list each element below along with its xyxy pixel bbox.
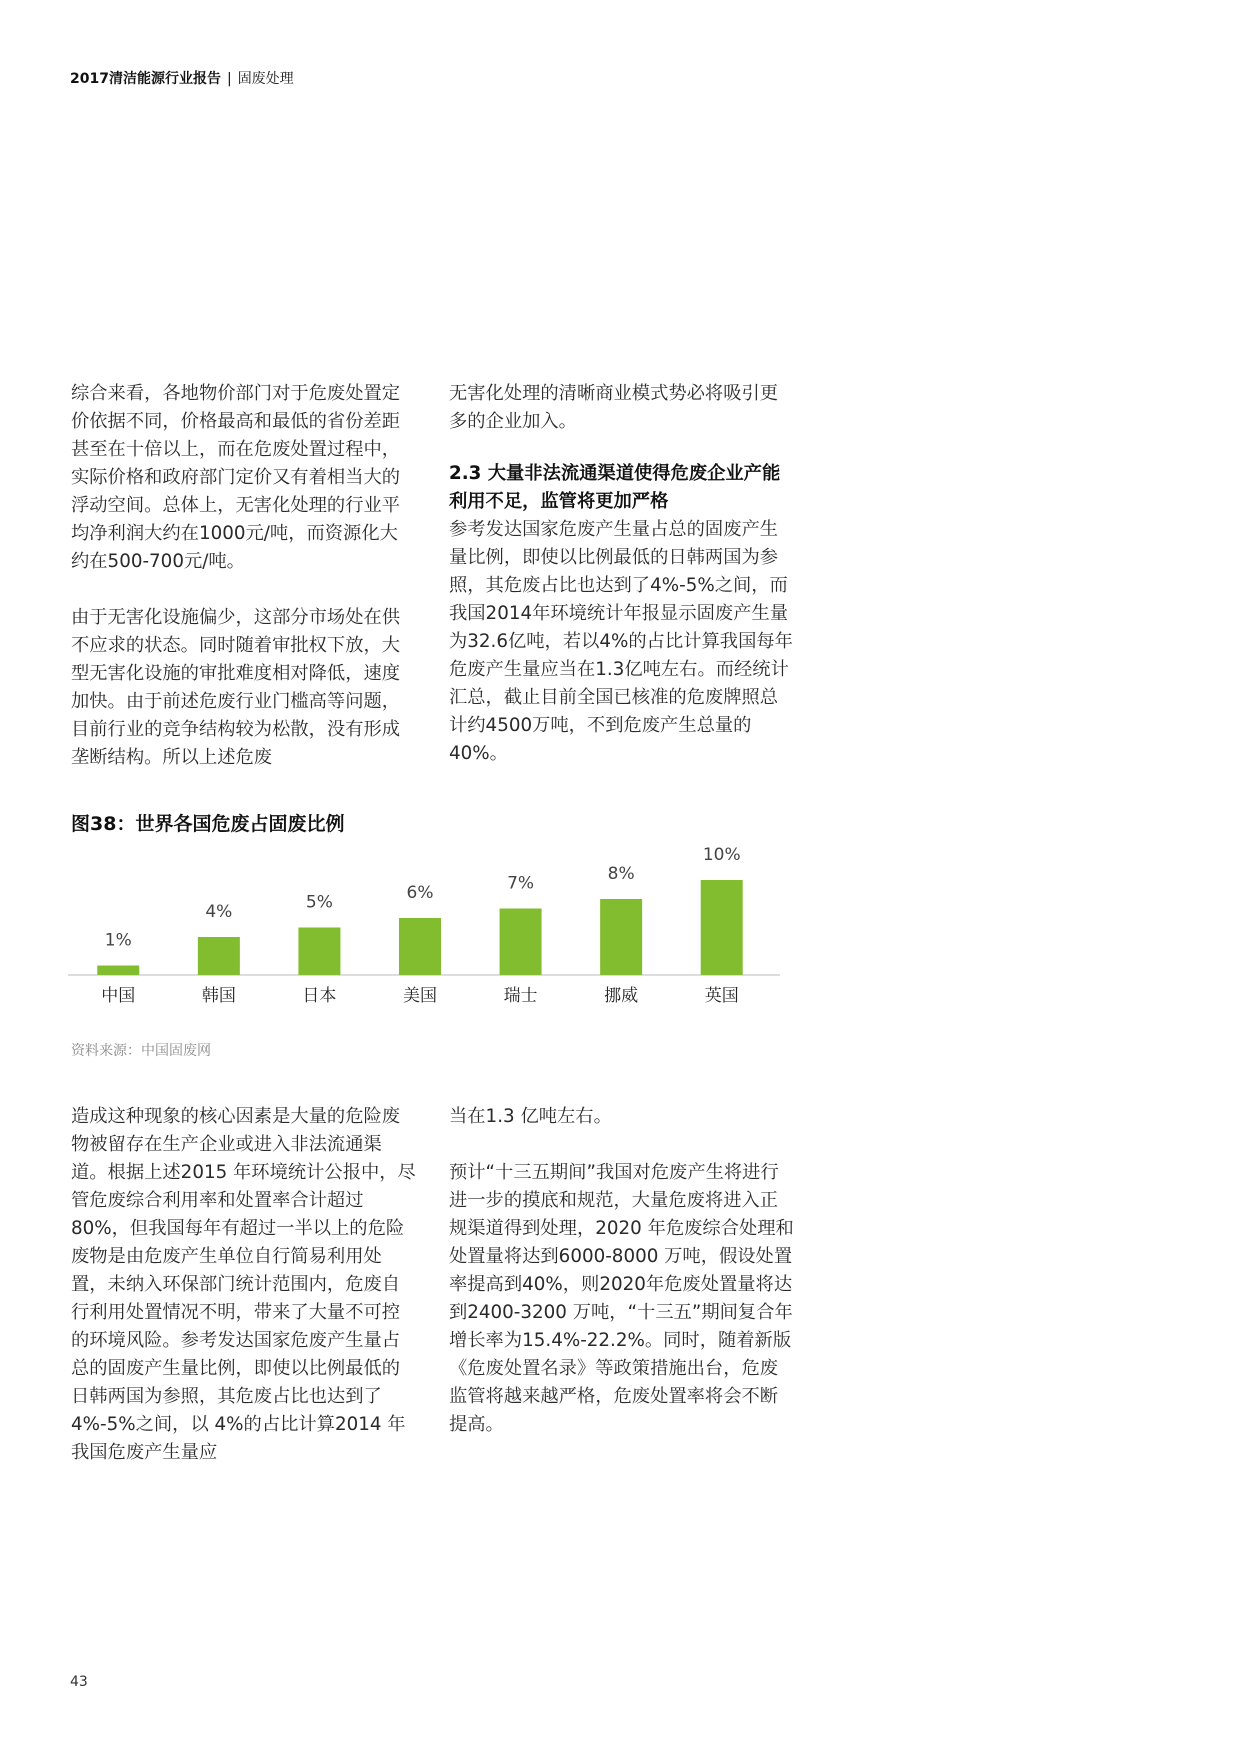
- bar-4: [500, 909, 542, 976]
- data-label-1: 4%: [205, 902, 233, 922]
- report-title: 2017清洁能源行业报告: [70, 71, 221, 87]
- column-2: [449, 380, 794, 768]
- category-label-0: 中国: [101, 986, 136, 1006]
- paragraph-forecast: 预计“十三五期间”我国对危废产生将进行进一步的摸底和规范，大量危废将进入正规渠道得到处理，2020 年危废综合处理和处置量将达到6000-8000 万吨，假设处置率提高到40%，则2020年危废处置量将达到2400-3200 万吨，“十三五”期间复合年增长率为15.4%-22.2%。同时，随着新版《危废处置名录》等政策措施出台，危废监管将越来越严格，危废处置率将会不断提高。: [449, 1162, 794, 1435]
- data-label-0: 1%: [104, 930, 132, 951]
- page-number: 43: [70, 1674, 88, 1690]
- paragraph-reference: 参考发达国家危废产生量占总的固废产生量比例，即使以比例最低的日韩两国为参照，其危废占比也达到了4%-5%之间，而我国2014年环境统计年报显示固废产生量为32.6亿吨，若以4%的占比计算我国每年危废产生量应当在1.3亿吨左右。而经统计汇总，截止目前全国已核准的危废牌照总计约4500万吨，不到危废产生总量的40%。: [449, 519, 793, 764]
- bar-3: [399, 918, 441, 975]
- bar-6: [701, 880, 743, 975]
- category-label-3: 美国: [403, 986, 437, 1006]
- category-label-2: 日本: [302, 986, 337, 1006]
- header-separator: |: [226, 71, 232, 87]
- paragraph-business-model: 无害化处理的清晰商业模式势必将吸引更多的企业加入。: [449, 383, 779, 432]
- section-heading: 2.3 大量非法流通渠道使得危废企业产能利用不足，监管将更加严格: [449, 463, 781, 512]
- category-label-1: 韩国: [201, 986, 236, 1006]
- paragraph-core-factor: 造成这种现象的核心因素是大量的危险废物被留存在生产企业或进入非法流通渠道。根据上述2015 年环境统计公报中，尽管危废综合利用率和处置率合计超过80%，但我国每年有超过一半以上的危险废物是由危废产生单位自行简易利用处置，未纳入环保部门统计范围内，危废自行利用处置情况不明，带来了大量不可控的环境风险。参考发达国家危废产生量占总的固废产生量比例，即使以比例最低的日韩两国为参照，其危废占比也达到了 4%-5%之间，以 4%的占比计算2014 年我国危废产生量应: [71, 1106, 416, 1463]
- figure-title: 图38：世界各国危废占固废比例: [71, 813, 345, 835]
- paragraph-pricing: 综合来看，各地物价部门对于危废处置定价依据不同，价格最高和最低的省份差距甚至在十倍以上，而在危废处置过程中，实际价格和政府部门定价又有着相当大的浮动空间。总体上，无害化处理的行业平均净利润大约在1000元/吨，而资源化大约在500-700元/吨。: [71, 383, 401, 572]
- hazardous-waste-ratio-chart: [60, 835, 780, 1010]
- data-label-2: 5%: [305, 892, 333, 913]
- bar-5: [600, 899, 642, 975]
- page-header: [70, 68, 294, 88]
- data-label-6: 10%: [702, 845, 741, 865]
- category-label-4: 瑞士: [503, 986, 538, 1006]
- column-1: [71, 380, 416, 772]
- column-4: [449, 1103, 794, 1439]
- figure-source: 资料来源：中国固废网: [71, 1043, 211, 1059]
- category-label-5: 挪威: [604, 986, 639, 1006]
- bar-1: [198, 937, 240, 975]
- section-name: 固废处理: [237, 71, 294, 87]
- data-label-5: 8%: [607, 864, 635, 884]
- column-3: [71, 1103, 416, 1467]
- paragraph-market: 由于无害化设施偏少，这部分市场处在供不应求的状态。同时随着审批权下放，大型无害化设施的审批难度相对降低，速度加快。由于前述危废行业门槛高等问题，目前行业的竞争结构较为松散，没有形成垄断结构。所以上述危废: [71, 607, 401, 768]
- data-label-3: 6%: [406, 883, 434, 903]
- data-label-4: 7%: [507, 873, 535, 894]
- paragraph-estimate-end: 当在1.3 亿吨左右。: [449, 1106, 612, 1127]
- bar-0: [97, 966, 139, 976]
- category-label-6: 英国: [704, 986, 739, 1006]
- bar-2: [298, 928, 340, 976]
